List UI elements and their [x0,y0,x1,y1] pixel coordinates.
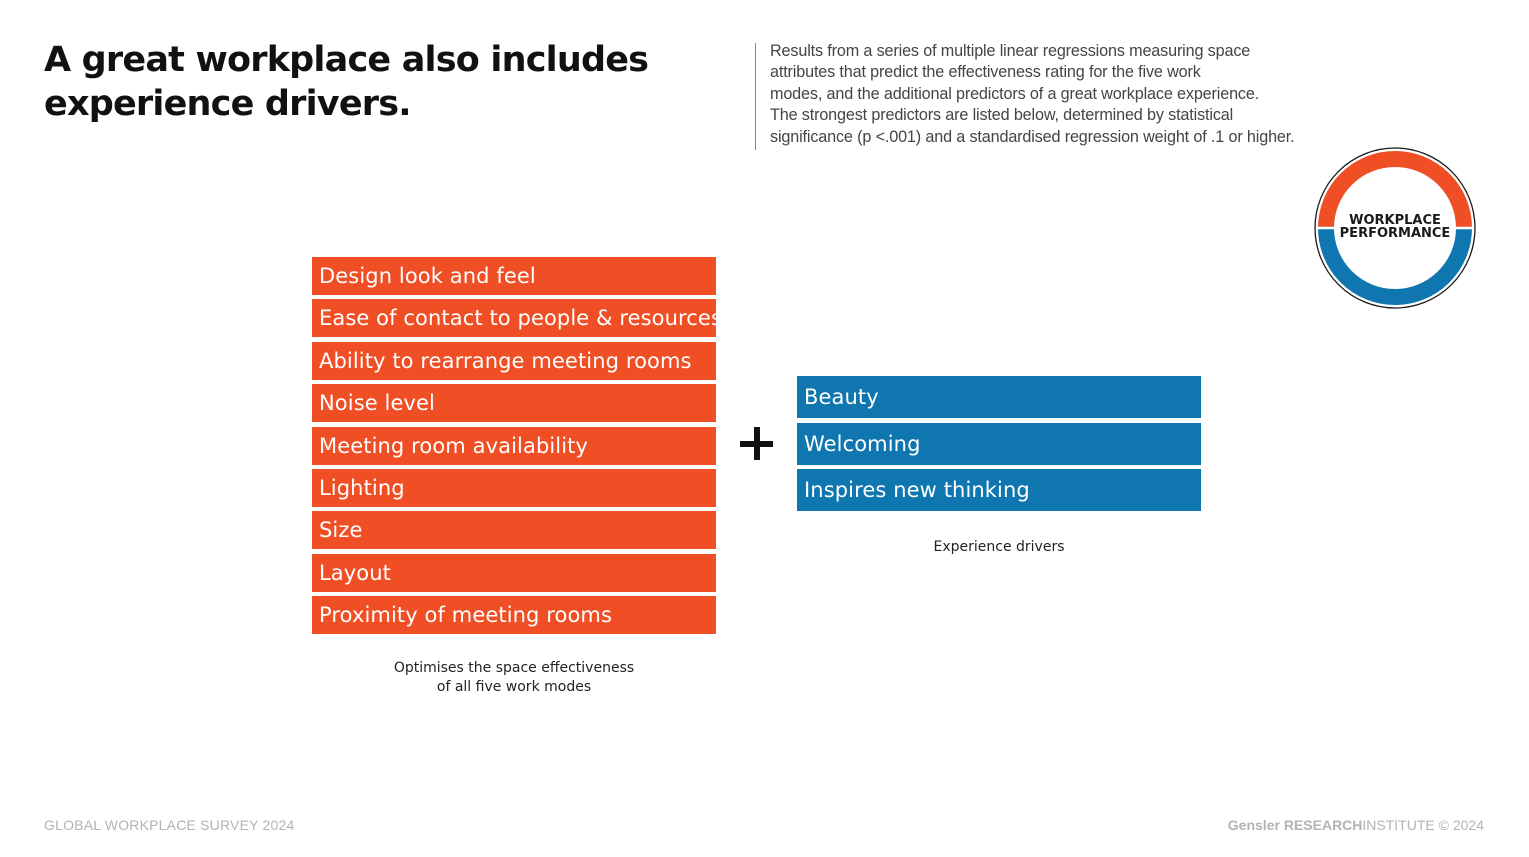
effectiveness-driver-bar: Size [312,511,716,549]
methodology-note-line: significance (p <.001) and a standardised regression weight of .1 or higher. [770,127,1295,146]
effectiveness-driver-bar: Ease of contact to people & resources [312,299,716,337]
effectiveness-driver-bar: Ability to rearrange meeting rooms [312,342,716,380]
badge-line-2: PERFORMANCE [1339,226,1451,241]
effectiveness-drivers-list [312,257,722,634]
experience-driver-bar: Welcoming [797,423,1201,465]
footer-brand [1228,817,1484,833]
effectiveness-caption-line: of all five work modes [436,679,592,695]
methodology-note-line: The strongest predictors are listed below, determined by statistical [770,106,1234,125]
experience-driver-bar: Inspires new thinking [797,469,1201,511]
effectiveness-driver-bar: Design look and feel [312,257,716,295]
page-title-line-1: A great workplace also includes [44,40,649,80]
effectiveness-driver-bar: Lighting [312,469,716,507]
effectiveness-caption-line: Optimises the space effectiveness [393,660,635,676]
badge-bottom-label: EXPERIENCE [1363,273,1427,292]
footer-brand-name: Gensler [1227,817,1280,833]
footer-copyright: © 2024 [1438,817,1484,833]
effectiveness-driver-bar: Noise level [312,384,716,422]
methodology-note-line: Results from a series of multiple linear regressions measuring space [770,42,1251,60]
methodology-note [770,41,1330,148]
workplace-performance-badge [1313,146,1477,310]
note-divider [755,43,756,150]
effectiveness-driver-bar: Proximity of meeting rooms [312,596,716,634]
badge-top-label: EFFECTIVENESS [1353,173,1437,200]
experience-driver-bar: Beauty [797,376,1201,418]
badge-line-1: WORKPLACE [1349,213,1441,228]
page-title [44,38,684,126]
footer-survey-label: GLOBAL WORKPLACE SURVEY 2024 [44,817,295,833]
footer-brand-institute: INSTITUTE [1362,817,1435,833]
page-title-line-2: experience drivers. [44,84,411,124]
plus-icon [738,424,776,464]
experience-drivers-list [797,376,1201,511]
effectiveness-driver-bar: Meeting room availability [312,427,716,465]
methodology-note-line: modes, and the additional predictors of a great workplace experience. [770,84,1260,103]
footer-brand-research: RESEARCH [1283,817,1363,833]
effectiveness-driver-bar: Layout [312,554,716,592]
effectiveness-caption [312,659,716,697]
methodology-note-line: attributes that predict the effectiveness rating for the five work [770,63,1201,82]
experience-caption: Experience drivers [933,539,1065,555]
